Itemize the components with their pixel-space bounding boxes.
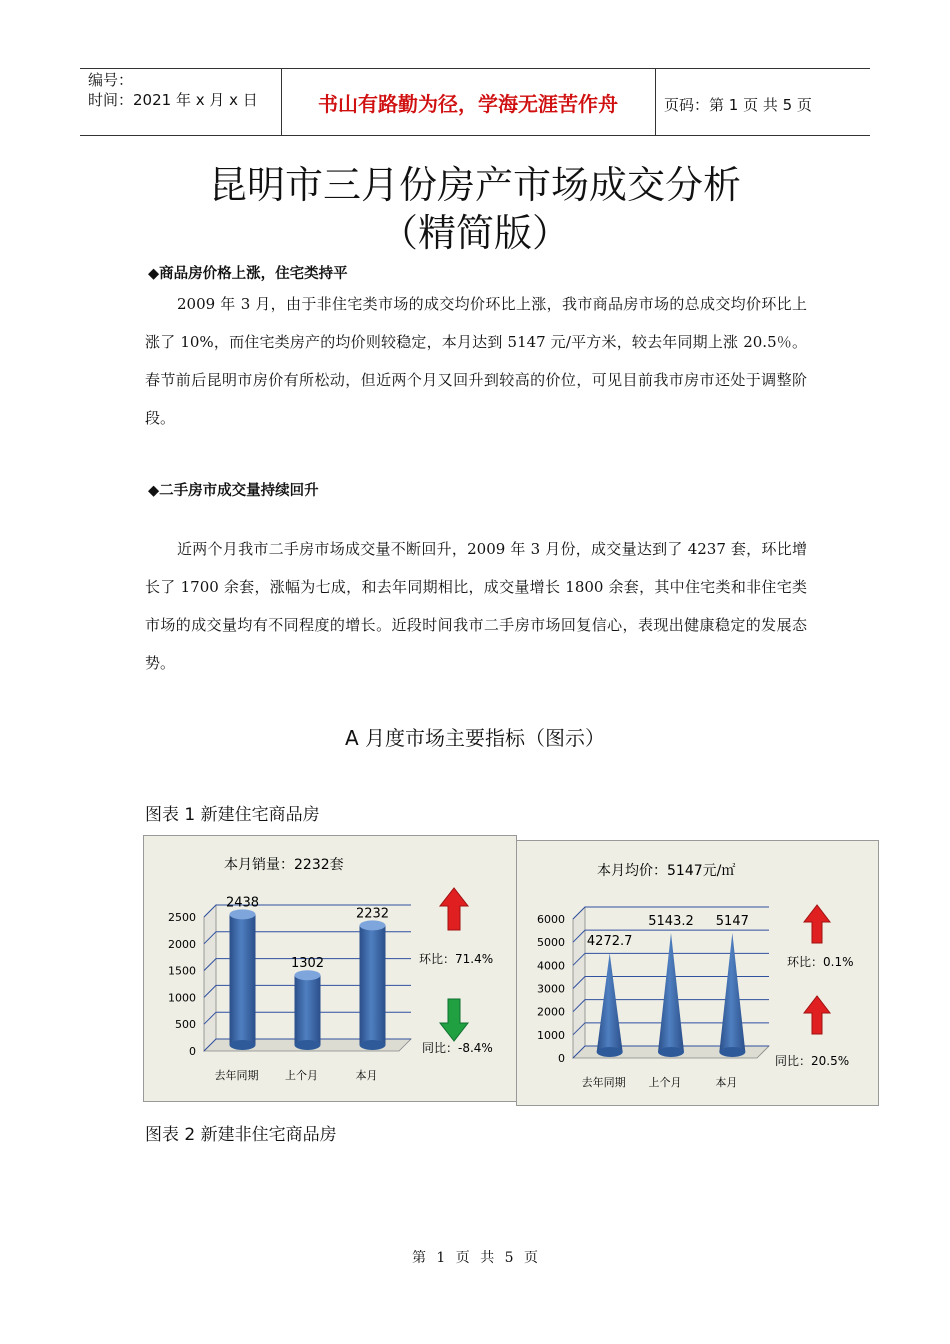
c2-y-tick-label: 1000: [537, 1028, 565, 1042]
c1-category-label: 本月: [355, 1069, 378, 1082]
chart2-categories: [582, 1075, 738, 1089]
c2-cone: [719, 933, 745, 1052]
chart2-up-arrow-icon-2: [804, 996, 830, 1034]
chart2-y-ticks: [537, 913, 565, 1065]
c1-y-tick-label: 1000: [168, 991, 196, 1005]
c2-y-tick-label: 3000: [537, 982, 565, 996]
c1-side-wall: [204, 905, 216, 1051]
c1-bar: [230, 914, 256, 1045]
c2-cone: [597, 953, 623, 1052]
section-heading-resale: ◆二手房市成交量持续回升: [148, 483, 319, 499]
c1-y-tick-label: 2500: [168, 911, 196, 924]
header-bottom-rule: [80, 135, 870, 136]
chart2-yoy-label: 同比：20.5%: [775, 1054, 850, 1068]
chart2-mom-label: 环比：0.1%: [787, 955, 854, 969]
chart1-bars: [226, 895, 389, 1050]
header-top-rule: [80, 68, 870, 69]
sales-volume-chart: [143, 835, 517, 1102]
figure1-caption: 图表 1 新建住宅商品房: [145, 805, 320, 825]
c1-bar: [360, 925, 386, 1045]
c1-bar-base: [360, 1040, 386, 1050]
section-heading-price: ◆商品房价格上涨，住宅类持平: [148, 266, 348, 282]
doc-subtitle: （精简版）: [379, 211, 570, 255]
c2-cone: [658, 933, 684, 1052]
chart1-y-ticks: [168, 911, 196, 1058]
c2-category-label: 本月: [715, 1076, 738, 1089]
chart2-up-arrow-icon: [804, 905, 830, 943]
section-paragraph-resale: 近两个月我市二手房市场成交量不断回升，2009 年 3 月份，成交量达到了 4237 套，环比增长了 1700 余套，涨幅为七成，和去年同期相比，成交量增长 1800 余套，其中住宅类和非住宅类市场的成交量均有不同程度的增长。近段时间我市二手房市场回复信心，表现出健康稳定的发展态势。: [145, 540, 807, 672]
c1-bar-top: [230, 909, 256, 919]
c1-value-label: 2438: [225, 895, 260, 911]
c1-bar-base: [295, 1040, 321, 1050]
header-motto: 书山有路勤为径，学海无涯苦作舟: [318, 92, 618, 116]
c1-category-label: 去年同期: [214, 1069, 259, 1082]
c2-value-label: 5147: [715, 913, 749, 929]
c1-value-label: 1302: [290, 956, 325, 972]
c2-value-label: 5143.2: [648, 913, 694, 929]
c1-bar-base: [230, 1040, 256, 1050]
time-label: 时间：2021 年 x 月 x 日: [88, 91, 258, 109]
c1-bar: [295, 975, 321, 1045]
c2-category-label: 上个月: [648, 1076, 682, 1089]
c2-cone-base: [719, 1047, 745, 1057]
figure2-caption: 图表 2 新建非住宅商品房: [145, 1125, 337, 1145]
chart2-title: 本月均价：5147元/㎡: [597, 863, 736, 879]
c1-value-label: 2232: [355, 906, 390, 922]
c2-y-tick-label: 4000: [537, 959, 565, 973]
c1-y-tick-label: 1500: [168, 964, 196, 978]
page-footer: 第 1 页 共 5 页: [411, 1250, 539, 1266]
avg-price-chart: [516, 840, 879, 1106]
chart1-categories: [215, 1068, 378, 1082]
c1-y-tick-label: 500: [175, 1018, 196, 1032]
header-divider-2: [655, 68, 656, 136]
c2-cone-base: [597, 1047, 623, 1057]
chart1-yoy-label: 同比：-8.4%: [422, 1041, 493, 1055]
sales-volume-chart-svg: [144, 836, 516, 1101]
c1-y-tick-label: 2000: [168, 937, 196, 951]
c2-y-tick-label: 0: [558, 1052, 565, 1065]
c2-y-tick-label: 6000: [537, 913, 565, 926]
c2-cone-base: [658, 1047, 684, 1057]
c2-y-tick-label: 5000: [537, 936, 565, 950]
c1-bar-top: [295, 970, 321, 980]
c2-value-label: 4272.7: [586, 934, 633, 950]
chart2-cones: [587, 914, 749, 1057]
c1-y-tick-label: 0: [189, 1045, 196, 1058]
chart1-down-arrow-icon: [440, 999, 468, 1041]
doc-title: 昆明市三月份房产市场成交分析: [208, 163, 741, 207]
c1-category-label: 上个月: [285, 1069, 318, 1082]
c1-bar-top: [360, 920, 386, 930]
header-page-info: 页码：第 1 页 共 5 页: [664, 96, 812, 114]
number-label: 编号：: [88, 71, 134, 89]
section-a-title: A 月度市场主要指标（图示）: [344, 726, 606, 750]
chart1-up-arrow-icon: [440, 888, 468, 930]
c2-y-tick-label: 2000: [537, 1005, 565, 1019]
c2-category-label: 去年同期: [581, 1076, 626, 1089]
chart1-mom-label: 环比：71.4%: [419, 952, 494, 966]
header-meta: [88, 70, 258, 110]
section-paragraph-price: 2009 年 3 月，由于非住宅类市场的成交均价环比上涨，我市商品房市场的总成交均价环比上涨了 10%，而住宅类房产的均价则较稳定，本月达到 5147 元/平方米，较去年同期上涨 20.5％。春节前后昆明市房价有所松动，但近两个月又回升到较高的价位，可见目前我市房市还处于调整阶段。: [145, 295, 807, 427]
avg-price-chart-svg: [517, 841, 878, 1105]
chart1-title: 本月销量：2232套: [224, 857, 344, 873]
